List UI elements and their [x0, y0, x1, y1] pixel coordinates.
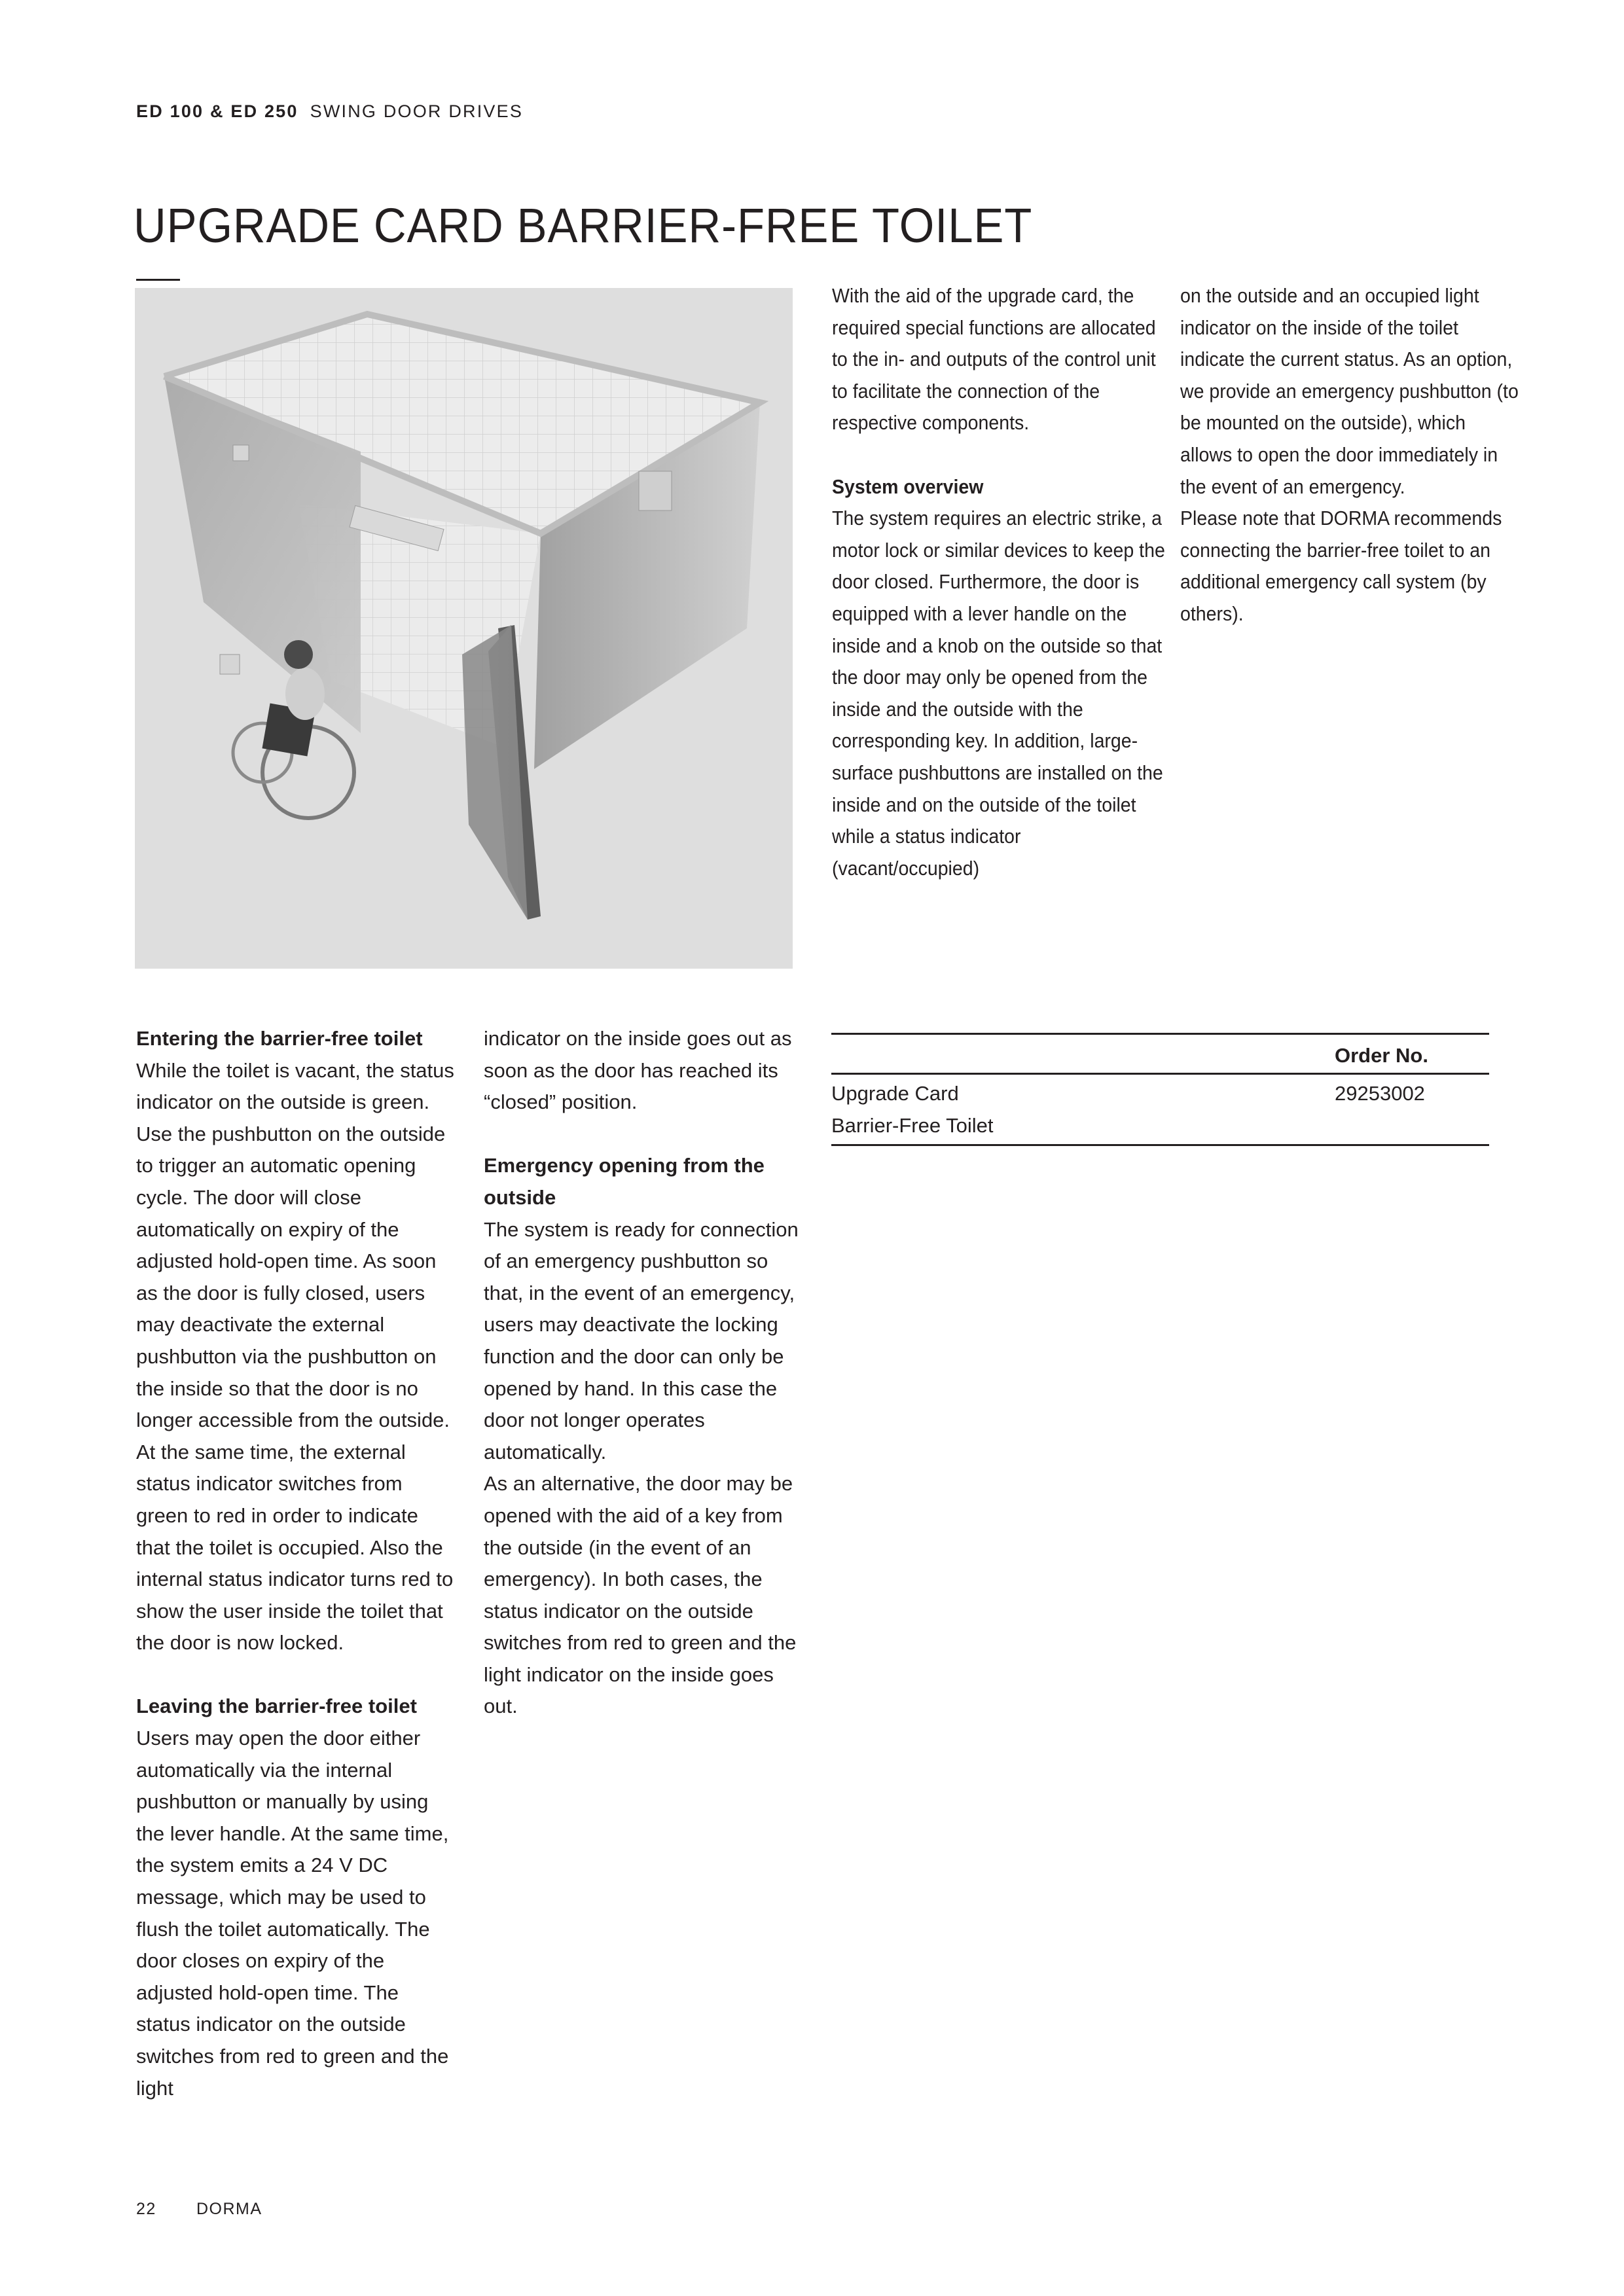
- emergency-paragraph: The system is ready for connection of an emergency pushbutton so that, in the event of an emergency, users may deactivate the locking function and the door can only be opened by hand. In this case the door not longer operates automatically.: [484, 1217, 799, 1463]
- table-row: [831, 1075, 1489, 1144]
- item-name-line1: Upgrade Card: [831, 1082, 959, 1105]
- order-number: 29253002: [1335, 1082, 1425, 1105]
- item-name-line2: Barrier-Free Toilet: [831, 1113, 994, 1137]
- entering-heading: Entering the barrier-free toilet: [136, 1027, 423, 1050]
- leaving-continuation: indicator on the inside goes out as soon as the door has reached its “closed” position.: [484, 1027, 792, 1114]
- section-name: SWING DOOR DRIVES: [310, 101, 524, 121]
- item-name: [831, 1078, 1335, 1141]
- system-overview-heading: System overview: [832, 475, 984, 498]
- entering-paragraph: While the toilet is vacant, the status indicator on the outside is green. Use the pushbutton on the outside to trigger an automatic opening cycle. The door will close automatically on expiry of the adjusted hold-open time. As soon as the door is fully closed, users may deactivate the external pushbutton via the pushbutton on the inside so that the door is no longer accessible from the outside. At the same time, the external status indicator switches from green to red in order to indicate that the toilet is occupied. Also the internal status indicator turns red to show the user inside the toilet that the door is now locked.: [136, 1058, 454, 1655]
- system-overview-paragraph: The system requires an electric strike, a motor lock or similar devices to keep the door closed. Furthermore, the door is equipped with a lever handle on the inside and a knob on the outside so that the door may only be opened from the inside and the outside with the corresponding key. In addition, large-surface pushbuttons are installed on the inside and on the outside of the toilet while a status indicator (vacant/occupied): [832, 507, 1165, 880]
- product-name: ED 100 & ED 250: [136, 101, 298, 121]
- leaving-paragraph: Users may open the door either automatically via the internal pushbutton or manually by using the lever handle. At the same time, the system emits a 24 V DC message, which may be used to flush the toilet automatically. The door closes on expiry of the adjusted hold-open time. The status indicator on the outside switches from red to green and the light: [136, 1727, 449, 2100]
- dorma-note: Please note that DORMA recommends connecting the barrier-free toilet to an additional emergency call system (by others).: [1180, 507, 1502, 625]
- table-header-row: [831, 1035, 1489, 1073]
- emergency-alternative-paragraph: As an alternative, the door may be opened with the aid of a key from the outside (in the event of an emergency). In both cases, the status indicator on the outside switches from red to green and the light indicator on the inside goes out.: [484, 1472, 797, 1718]
- system-overview-continued-column: [1180, 280, 1521, 630]
- page-number: 22: [136, 2200, 156, 2218]
- footer-brand: DORMA: [196, 2200, 262, 2218]
- header-order-no: Order No.: [1335, 1044, 1428, 1067]
- title-underline: [136, 279, 180, 281]
- page-title: UPGRADE CARD BARRIER-FREE TOILET: [134, 198, 1033, 253]
- emergency-column: [484, 1023, 804, 1723]
- system-overview-continuation: on the outside and an occupied light indicator on the inside of the toilet indicate the current status. As an option, we provide an emergency pushbutton (to be mounted on the outside), which allows to open the door immediately in the event of an emergency.: [1180, 284, 1519, 498]
- running-header: [136, 99, 523, 123]
- intro-column: [832, 280, 1172, 884]
- toilet-illustration: [135, 288, 793, 969]
- entering-leaving-column: [136, 1023, 457, 2104]
- leaving-heading: Leaving the barrier-free toilet: [136, 1695, 417, 1718]
- table-bottom-rule: [831, 1144, 1489, 1146]
- emergency-heading: Emergency opening from the outside: [484, 1154, 765, 1209]
- toilet-room-rendering-icon: [135, 288, 793, 969]
- intro-paragraph: With the aid of the upgrade card, the required special functions are allocated to the in- and outputs of the control unit to facilitate the connection of the respective components.: [832, 284, 1156, 435]
- order-table: [831, 1033, 1489, 1146]
